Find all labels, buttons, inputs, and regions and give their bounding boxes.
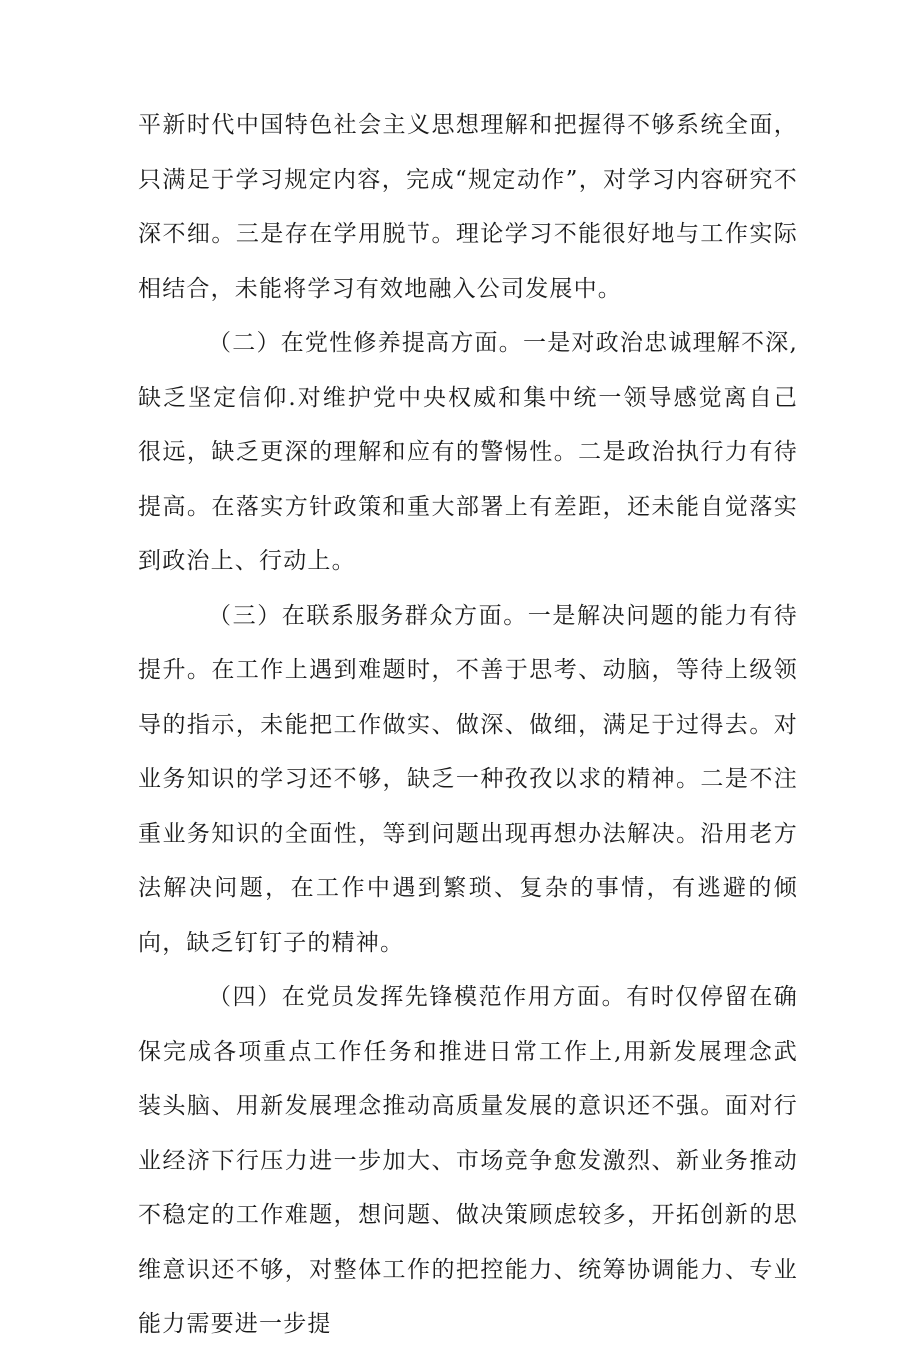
paragraph-serving-masses: （三）在联系服务群众方面。一是解决问题的能力有待提升。在工作上遇到难题时，不善于思考、动脑，等待上级领导的指示，未能把工作做实、做深、做细，满足于过得去。对业务知识的学习还不够，缺乏一种孜孜以求的精神。二是不注重业务知识的全面性，等到问题出现再想办法解决。沿用老方法解决问题，在工作中遇到繁琐、复杂的事情，有逃避的倾向，缺乏钉钉子的精神。 [138,602,798,956]
document-body [138,98,798,1352]
paragraph-vanguard-role: （四）在党员发挥先锋模范作用方面。有时仅停留在确保完成各项重点工作任务和推进日常工作上,用新发展理念武装头脑、用新发展理念推动高质量发展的意识还不强。面对行业经济下行压力进一步加大、市场竞争愈发激烈、新业务推动不稳定的工作难题，想问题、做决策顾虑较多，开拓创新的思维意识还不够，对整体工作的把控能力、统筹协调能力、专业能力需要进一步提 [138,984,798,1337]
paragraph-party-spirit: （二）在党性修养提高方面。一是对政治忠诚理解不深,缺乏坚定信仰.对维护党中央权威和集中统一领导感觉离自己很远，缺乏更深的理解和应有的警惕性。二是政治执行力有待提高。在落实方针政策和重大部署上有差距，还未能自觉落实到政治上、行动上。 [138,330,798,574]
paragraph-continued: 平新时代中国特色社会主义思想理解和把握得不够系统全面，只满足于学习规定内容，完成“规定动作”，对学习内容研究不深不细。三是存在学用脱节。理论学习不能很好地与工作实际相结合，未能将学习有效地融入公司发展中。 [138,112,798,302]
